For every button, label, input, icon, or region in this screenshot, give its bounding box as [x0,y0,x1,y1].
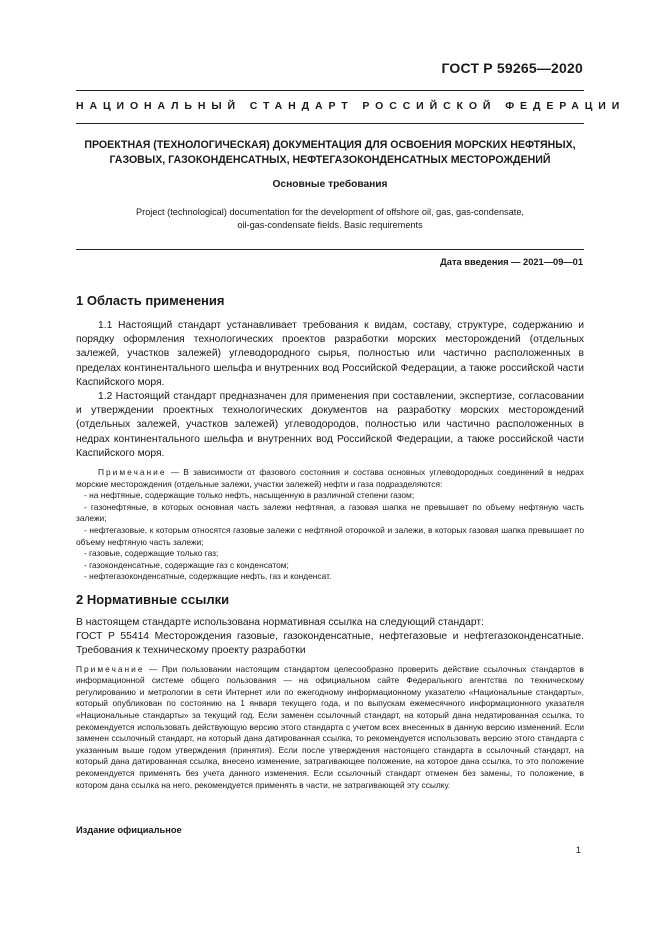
note-1-item: - на нефтяные, содержащие только нефть, насыщенную в различной степени газом; [84,490,415,501]
title-divider [76,249,584,250]
note-1-item: - газоконденсатные, содержащие газ с конденсатом; [84,559,289,570]
page-number: 1 [575,845,581,855]
note-2-text: — При пользовании настоящим стандартом целесообразно проверить действие ссылочных стандартов в информационной системе общего пользования — на официальном сайте Федерального агентства по техническому регулированию и метрологии в сети Интернет или по ежегодному информационному указателю «Национальные стандарты», который опубликован по состоянию на 1 января текущего года, и по выпускам ежемесячного информационного указателя «Национальные стандарты» за текущий год. Если заменен ссылочный стандарт, на который дана недатированная ссылка, то рекомендуется использовать действующую версию этого стандарта с учетом всех внесенных в данную версию изменений. Если заменен ссылочный стандарт, на который дана датированная ссылка, то рекомендуется использовать версию этого стандарта с указанным выше годом утверждения (принятия). Если после утверждения настоящего стандарта в ссылочный стандарт, на который дана датированная ссылка, внесено изменение, затрагивающее положение, на которое дана ссылка, то это положение рекомендуется применять без учета данного изменения. Если ссылочный стандарт отменен без замены, то положение, в котором дана ссылка на него, рекомендуется применять в части, не затрагивающей эту ссылку. [76,663,584,790]
section-normative-references [76,592,584,791]
note-1-label: Примечание [98,467,167,478]
note-1 [76,467,584,490]
english-title-line-2: oil-gas-condensate fields. Basic requirements [237,220,423,230]
gost-number: ГОСТ Р 59265—2020 [441,60,583,76]
title-line-1: ПРОЕКТНАЯ (ТЕХНОЛОГИЧЕСКАЯ) ДОКУМЕНТАЦИЯ ДЛЯ ОСВОЕНИЯ МОРСКИХ НЕФТЯНЫХ, [84,139,576,151]
note-1-item: - газонефтяные, в которых основная часть залежи нефтяная, а газовая шапка не превышает по объему нефтяную часть залежи; [76,501,584,524]
introduction-date: Дата введения — 2021—09—01 [440,257,583,267]
section-1-heading: 1 Область применения [76,293,225,308]
national-standard-heading: НАЦИОНАЛЬНЫЙ СТАНДАРТ РОССИЙСКОЙ ФЕДЕРАЦИИ [76,100,626,112]
note-1-item: - нефтегазовые, к которым относятся газовые залежи с нефтяной оторочкой и залежи, в которых газовая шапка превышает по объему нефтяную часть залежи; [76,525,584,547]
section-scope [76,293,584,583]
top-divider [76,90,584,91]
document-subtitle: Основные требования [272,179,388,190]
note-1-text: — В зависимости от фазового состояния и состава основных углеводородных соединений в недрах морские месторождения (отдельные залежи, участки залежей) нефти и газа подразделяются: [76,467,584,489]
title-line-2: ГАЗОВЫХ, ГАЗОКОНДЕНСАТНЫХ, НЕФТЕГАЗОКОНДЕНСАТНЫХ МЕСТОРОЖДЕНИЙ [109,154,551,166]
english-title-line-1: Project (technological) documentation for the development of offshore oil, gas, gas-condensate, [136,207,524,217]
note-1-item: - нефтегазоконденсатные, содержащие нефть, газ и конденсат. [84,571,332,582]
paragraph-2-2: ГОСТ Р 55414 Месторождения газовые, газоконденсатные, нефтегазовые и нефтегазоконденсатные. Требования к техническому проекту разработки [76,631,584,657]
bottom-divider [76,123,584,124]
paragraph-1-2: 1.2 Настоящий стандарт предназначен для применения при составлении, экспертизе, согласовании и утверждении проектных технологических документов на разработку морских месторождений (отдельных залежей, участков залежей) углеводородов, полностью или частично расположенных в недрах континентального шельфа и внутренних вод Российской Федерации, а также российской части Каспийского моря. [76,391,584,459]
note-1-item: - газовые, содержащие только газ; [84,548,219,559]
note-2 [76,664,584,792]
document-title [76,138,584,168]
paragraph-1-1: 1.1 Настоящий стандарт устанавливает требования к видам, составу, структуре, содержанию и порядку оформления технологических проектов разработки морских месторождений (отдельных залежей, участков залежей) углеводородного сырья, полностью или частично расположенных в пределах континентального шельфа и внутренних вод Российской Федерации, а также российской части Каспийского моря. [76,320,584,388]
section-2-heading: 2 Нормативные ссылки [76,592,230,607]
official-edition-label: Издание официальное [76,825,182,835]
paragraph-2-1: В настоящем стандарте использована нормативная ссылка на следующий стандарт: [76,617,484,628]
note-2-label: Примечание [76,663,145,674]
english-title [76,206,584,232]
